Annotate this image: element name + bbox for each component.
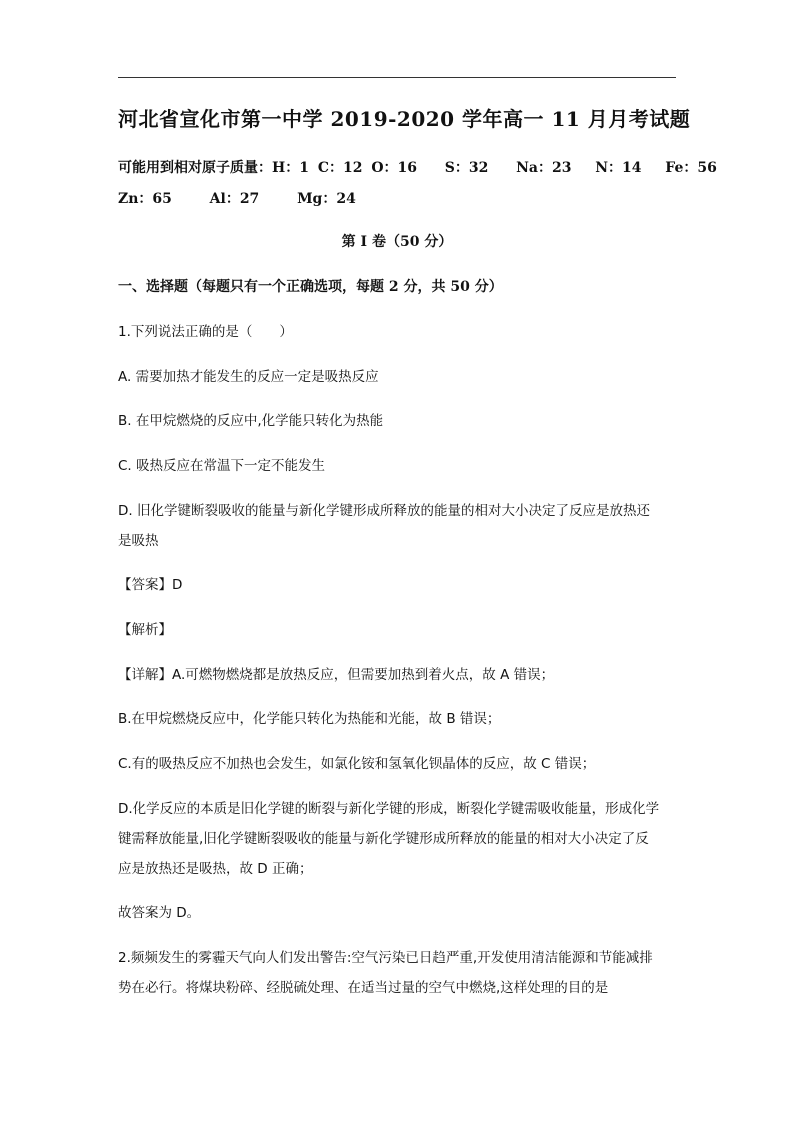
question-1-option-d-line-1: D. 旧化学键断裂吸收的能量与新化学键形成所释放的能量的相对大小决定了反应是放热还 xyxy=(118,503,650,519)
atomic-mass-h: H：1 xyxy=(272,160,309,176)
atomic-mass-line-2 xyxy=(118,189,678,209)
atomic-mass-o: O：16 xyxy=(371,160,418,176)
section-title: 第 I 卷（50 分） xyxy=(341,234,453,250)
atomic-mass-zn: Zn：65 xyxy=(118,191,172,207)
atomic-mass-line-1 xyxy=(118,158,717,178)
question-1-analysis-label: 【解析】 xyxy=(118,622,172,638)
exam-title: 河北省宣化市第一中学 2019-2020 学年高一 11 月月考试题 xyxy=(118,107,691,131)
question-1-detail-line-6: 应是放热还是吸热，故 D 正确； xyxy=(118,861,313,877)
question-1-stem: 1.下列说法正确的是（ ） xyxy=(118,324,293,340)
question-1-answer: 【答案】D xyxy=(118,577,183,593)
atomic-mass-c: C：12 xyxy=(317,160,363,176)
question-2-stem-line-2: 势在必行。将煤块粉碎、经脱硫处理、在适当过量的空气中燃烧,这样处理的目的是 xyxy=(118,980,609,996)
question-1-detail-line-4: D.化学反应的本质是旧化学键的断裂与新化学键的形成，断裂化学键需吸收能量，形成化学 xyxy=(118,801,660,817)
header-rule xyxy=(118,77,676,78)
question-1-option-d-line-2: 是吸热 xyxy=(118,533,159,549)
question-1-detail-line-2: B.在甲烷燃烧反应中，化学能只转化为热能和光能，故 B 错误； xyxy=(118,711,501,727)
question-1-option-a: A. 需要加热才能发生的反应一定是吸热反应 xyxy=(118,369,379,385)
part-heading: 一、选择题（每题只有一个正确选项，每题 2 分，共 50 分） xyxy=(118,279,503,295)
question-1-detail-line-1: 【详解】A.可燃物燃烧都是放热反应，但需要加热到着火点，故 A 错误； xyxy=(118,667,555,683)
question-1-conclusion: 故答案为 D。 xyxy=(118,905,201,921)
question-1-option-c: C. 吸热反应在常温下一定不能发生 xyxy=(118,458,326,474)
atomic-mass-al: Al：27 xyxy=(209,191,260,207)
question-1-detail-line-3: C.有的吸热反应不加热也会发生，如氯化铵和氢氧化钡晶体的反应，故 C 错误； xyxy=(118,756,596,772)
atomic-mass-n: N：14 xyxy=(595,160,642,176)
question-1-option-b: B. 在甲烷燃烧的反应中,化学能只转化为热能 xyxy=(118,413,384,429)
atomic-mass-s: S：32 xyxy=(444,160,489,176)
question-2-stem-line-1: 2.频频发生的雾霾天气向人们发出警告:空气污染已日趋严重,开发使用清洁能源和节能减排 xyxy=(118,950,653,966)
atomic-mass-mg: Mg：24 xyxy=(297,191,356,207)
atomic-mass-na: Na：23 xyxy=(516,160,572,176)
atomic-mass-fe: Fe：56 xyxy=(665,160,717,176)
atomic-mass-label: 可能用到相对原子质量： xyxy=(118,160,272,176)
question-1-detail-line-5: 键需释放能量,旧化学键断裂吸收的能量与新化学键形成所释放的能量的相对大小决定了反 xyxy=(118,831,649,847)
